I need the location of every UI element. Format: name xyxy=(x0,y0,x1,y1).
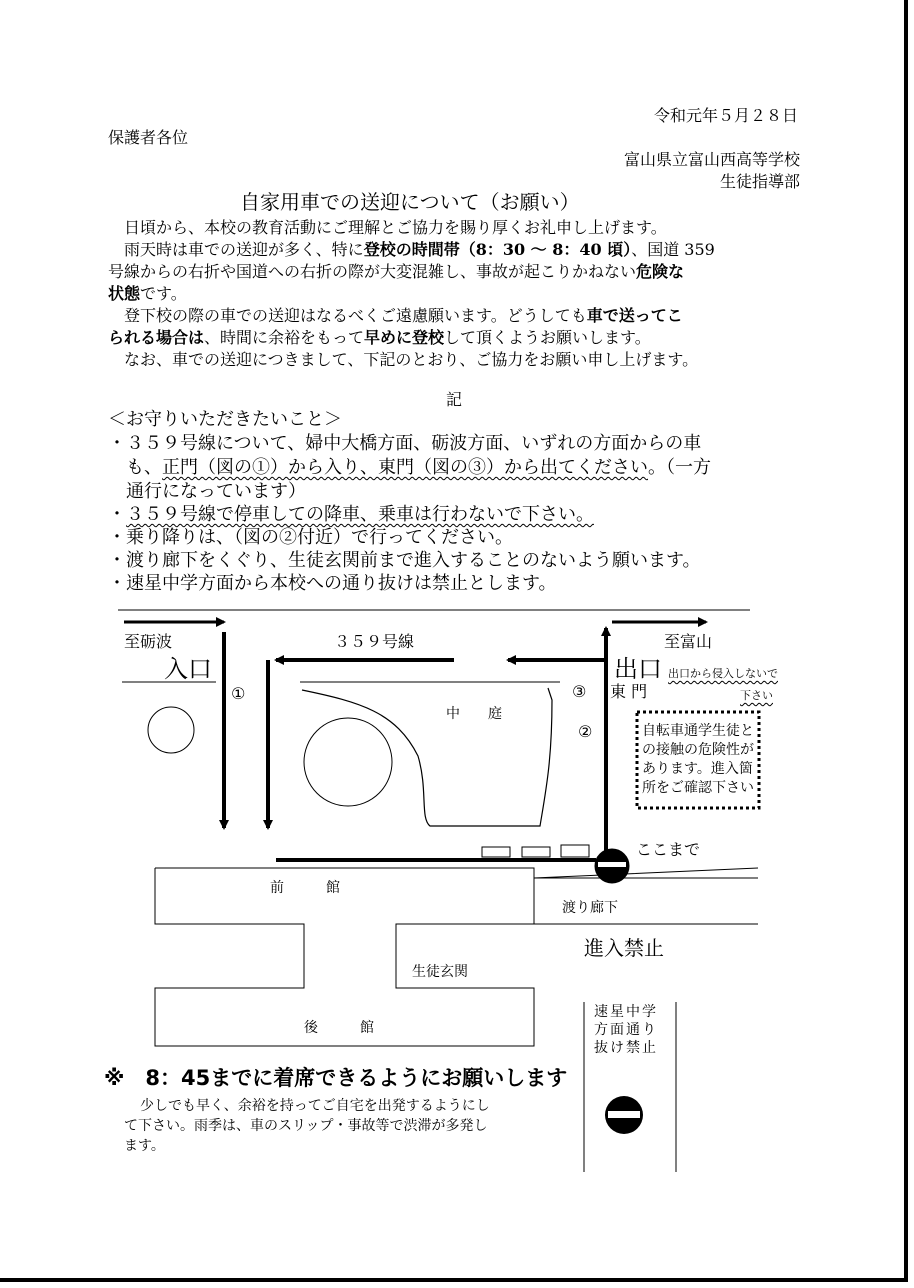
no-through-bar xyxy=(608,1111,640,1118)
department: 生徒指導部 xyxy=(719,172,800,191)
paragraph-2-line-3: 状態です。 xyxy=(108,284,187,303)
label-to-toyama: 至富山 xyxy=(664,632,713,651)
seating-notice: ※ 8：45までに着席できるようにお願いします xyxy=(104,1066,568,1090)
label-here-until: ここまで xyxy=(636,840,701,859)
label-east-gate: 東 門 xyxy=(610,682,648,701)
paragraph-2-line-1: 雨天時は車での送迎が多く、特に登校の時間帯（8：30 ～ 8：40 頃）、国道 359 xyxy=(124,240,715,259)
exit-note-line-2: 下さい xyxy=(740,689,773,702)
footer-note-3: ます。 xyxy=(124,1138,165,1154)
label-corridor: 渡り廊下 xyxy=(562,900,618,916)
hayahoshi-note-3: 抜け禁止 xyxy=(594,1040,658,1056)
rule-2: ・３５９号線で停車しての降車、乗車は行わないで下さい。 xyxy=(108,504,594,525)
label-courtyard: 中 庭 xyxy=(446,706,502,722)
label-circle-3: ③ xyxy=(572,682,587,701)
bicycle-note-3: あります。進入箇 xyxy=(642,761,753,777)
parking-spot xyxy=(482,847,510,857)
label-route-359: ３５９号線 xyxy=(334,632,415,651)
emphasis-danger: 危険な xyxy=(636,262,685,281)
parking-spot xyxy=(561,845,589,857)
label-to-tonami: 至砺波 xyxy=(124,632,173,651)
bicycle-note-4: 所をご確認下さい xyxy=(642,780,754,796)
label-circle-2: ② xyxy=(578,722,593,741)
school-name: 富山県立富山西高等学校 xyxy=(623,150,800,169)
label-circle-1: ① xyxy=(231,684,246,703)
rule-1-line-1: ・３５９号線について、婦中大橋方面、砺波方面、いずれの方面からの車 xyxy=(108,433,702,454)
rule-2-emphasis: ３５９号線で停車しての降車、乗車は行わないで下さい。 xyxy=(126,504,594,525)
label-no-entry: 進入禁止 xyxy=(584,936,664,960)
rule-3: ・乗り降りは、（図の②付近）で行ってください。 xyxy=(108,527,513,548)
ki-mark: 記 xyxy=(446,390,463,409)
pond-circle xyxy=(304,718,392,806)
rule-1-line-3: 通行になっています） xyxy=(126,481,306,502)
exit-note-line-1: 出口から侵入しないで xyxy=(668,667,778,680)
bicycle-note-1: 自転車通学生徒と xyxy=(642,723,754,739)
front-building-top xyxy=(155,868,758,878)
label-back-building: 後 館 xyxy=(304,1020,374,1036)
paragraph-1: 日頃から、本校の教育活動にご理解とご協力を賜り厚くお礼申し上げます。 xyxy=(124,218,667,237)
parking-spot xyxy=(522,847,550,857)
tree-circle xyxy=(148,707,194,753)
rule-1-emphasis: 正門（図の①）から入り、東門（図の③）から出てください xyxy=(162,457,648,478)
paragraph-3-line-1: 登下校の際の車での送迎はなるべくご遠慮願います。どうしても車で送ってこ xyxy=(124,306,683,325)
building-outline xyxy=(155,868,758,1046)
label-front-building: 前 館 xyxy=(270,880,340,896)
label-exit: 出口 xyxy=(614,655,662,683)
page-title: 自家用車での送迎について（お願い） xyxy=(240,190,580,214)
paragraph-4: なお、車での送迎につきまして、下記のとおり、ご協力をお願い申し上げます。 xyxy=(124,350,699,369)
hayahoshi-note-2: 方面通り xyxy=(594,1022,658,1038)
footer-note-1: 少しでも早く、余裕を持ってご自宅を出発するようにし xyxy=(140,1098,490,1114)
bicycle-note-2: の接触の危険性が xyxy=(642,742,754,758)
footer-note-2: て下さい。雨季は、車のスリップ・事故等で渋滞が多発し xyxy=(124,1118,488,1134)
paragraph-2-line-2: 号線からの右折や国道への右折の際が大変混雑し、事故が起こりかねない危険な xyxy=(108,262,685,281)
rule-5: ・速星中学方面から本校への通り抜けは禁止とします。 xyxy=(108,573,557,594)
hayahoshi-note-1: 速星中学 xyxy=(594,1004,658,1020)
stop-bar xyxy=(598,862,626,867)
section-heading: ＜お守りいただきたいこと＞ xyxy=(108,409,342,430)
date: 令和元年５月２８日 xyxy=(653,106,798,125)
addressee: 保護者各位 xyxy=(108,128,189,147)
emphasis-commute-time: 登校の時間帯（8：30 ～ 8：40 頃） xyxy=(363,240,632,259)
rule-1-line-2: も、正門（図の①）から入り、東門（図の③）から出てください。（一方 xyxy=(126,457,711,478)
label-entrance: 入口 xyxy=(164,655,212,683)
paragraph-3-line-2: られる場合は、時間に余裕をもって早めに登校して頂くようお願いします。 xyxy=(108,328,651,347)
label-student-entrance: 生徒玄関 xyxy=(412,964,468,980)
rule-4: ・渡り廊下をくぐり、生徒玄関前まで進入することのないよう願います。 xyxy=(108,550,701,571)
